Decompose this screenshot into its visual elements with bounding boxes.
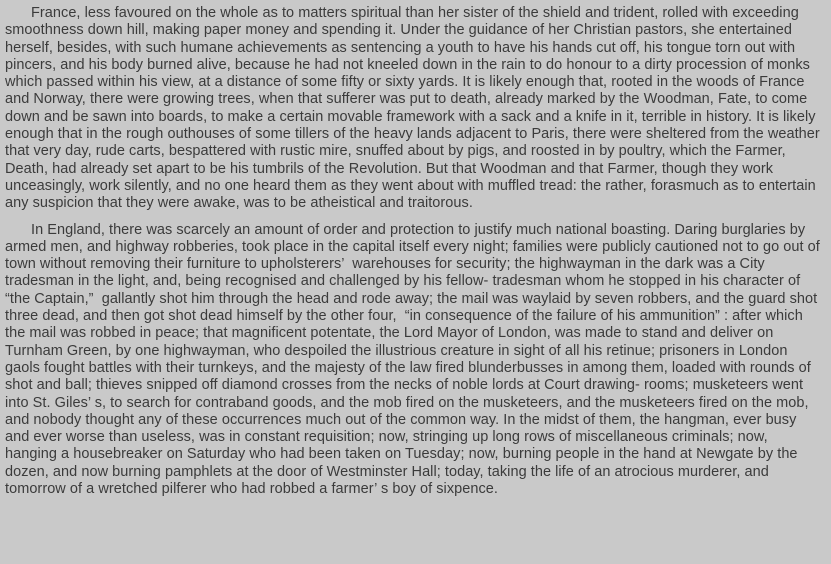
- paragraph-1: France, less favoured on the whole as to matters spiritual than her sister of the shield and trident, rolled with exceeding smoothness down hill, making paper money and spending it. Under the guidance of her Christian pastors, she entertained herself, besides, with such humane achievements as sentencing a youth to have his hands cut off, his tongue torn out with pincers, and his body burned alive, because he had not kneeled down in the rain to do honour to a dirty procession of monks which passed within his view, at a distance of some fifty or sixty yards. It is likely enough that, rooted in the woods of France and Norway, there were growing trees, when that sufferer was put to death, already marked by the Woodman, Fate, to come down and be sawn into boards, to make a certain movable framework with a sack and a knife in it, terrible in history. It is likely enough that in the rough outhouses of some tillers of the heavy lands adjacent to Paris, there were sheltered from the weather that very day, rude carts, bespattered with rustic mire, snuffed about by pigs, and roosted in by poultry, which the Farmer, Death, had already set apart to be his tumbrils of the Revolution. But that Woodman and that Farmer, though they work unceasingly, work silently, and no one heard them as they went about with muffled tread: the rather, forasmuch as to entertain any suspicion that they were awake, was to be atheistical and traitorous.: [5, 5, 824, 212]
- paragraph-2: In England, there was scarcely an amount of order and protection to justify much national boasting. Daring burglaries by armed men, and highway robberies, took place in the capital itself every night; families were publicly cautioned not to go out of town without removing their furniture to upholsterers’ warehouses for security; the highwayman in the dark was a City tradesman in the light, and, being recognised and challenged by his fellow- tradesman whom he stopped in his character of “the Captain,” gallantly shot him through the head and rode away; the mail was waylaid by seven robbers, and the guard shot three dead, and then got shot dead himself by the other four, “in consequence of the failure of his ammunition” : after which the mail was robbed in peace; that magnificent potentate, the Lord Mayor of London, was made to stand and deliver on Turnham Green, by one highwayman, who despoiled the illustrious creature in sight of all his retinue; prisoners in London gaols fought battles with their turnkeys, and the majesty of the law fired blunderbusses in among them, loaded with rounds of shot and ball; thieves snipped off diamond crosses from the necks of noble lords at Court drawing- rooms; musketeers went into St. Giles’ s, to search for contraband goods, and the mob fired on the musketeers, and the musketeers fired on the mob, and nobody thought any of these occurrences much out of the common way. In the midst of them, the hangman, ever busy and ever worse than useless, was in constant requisition; now, stringing up long rows of miscellaneous criminals; now, hanging a housebreaker on Saturday who had been taken on Tuesday; now, burning people in the hand at Newgate by the dozen, and now burning pamphlets at the door of Westminster Hall; today, taking the life of an atrocious murderer, and tomorrow of a wretched pilferer who had robbed a farmer’ s boy of sixpence.: [5, 221, 824, 498]
